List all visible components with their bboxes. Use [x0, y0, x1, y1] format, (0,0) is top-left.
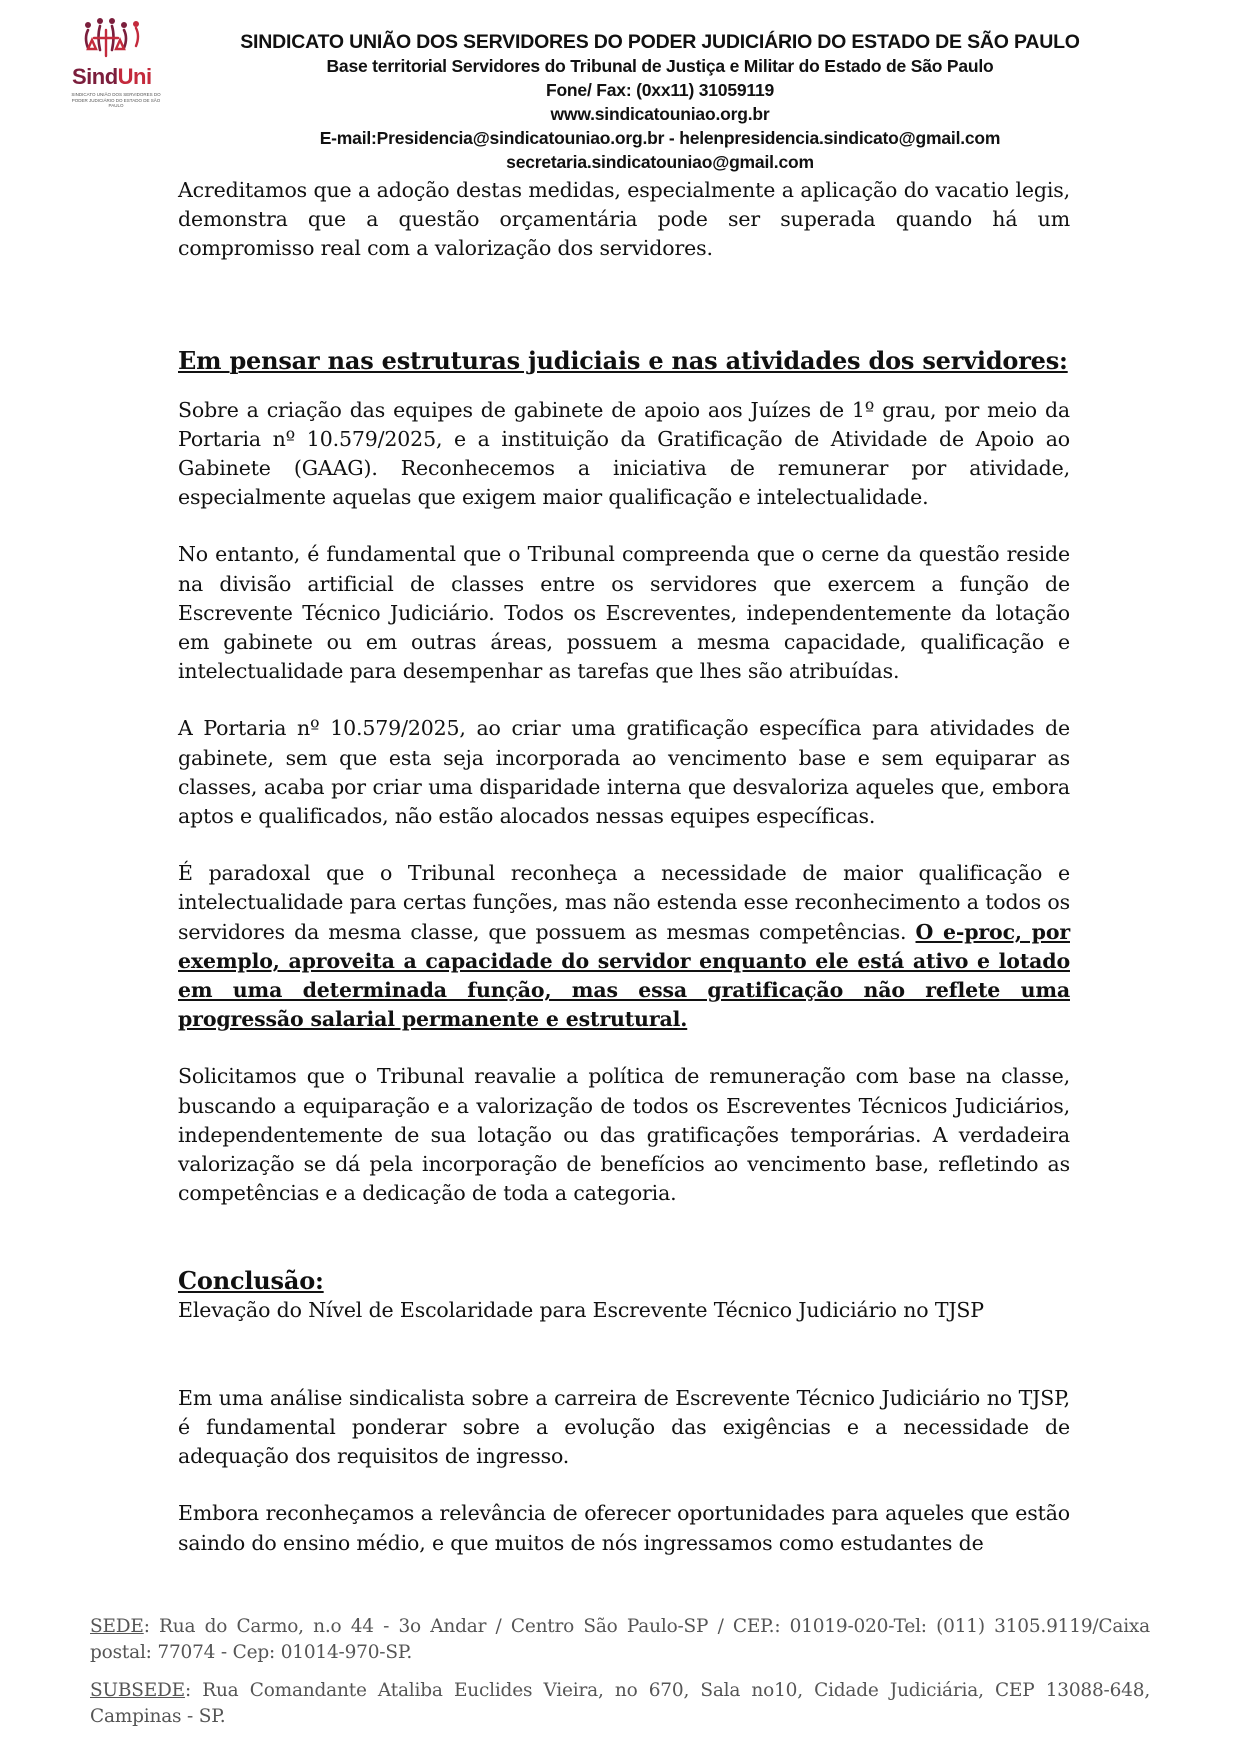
letterhead	[180, 30, 1140, 174]
conclusion-heading: Conclusão:	[178, 1266, 324, 1296]
letter-body	[178, 176, 1070, 1558]
logo-brand-sind: Sind	[72, 64, 118, 89]
logo-brand-uni: Uni	[117, 64, 152, 89]
subsede-address	[90, 1678, 1150, 1730]
phone-fax: Fone/ Fax: (0xx11) 31059119	[545, 80, 775, 100]
paragraph-1: Sobre a criação das equipes de gabinete de apoio aos Juízes de 1º grau, por meio da Portaria nº 10.579/2025, e a instituição da Gratificação de Atividade de Apoio ao Gabinete (GAAG). Reconhecemos a iniciativa de remunerar por atividade, especialmente aquelas que exigem maior qualificação e intelectualidade.	[178, 397, 1070, 510]
logo-brand	[72, 64, 152, 90]
website-link[interactable]: www.sindicatouniao.org.br	[550, 104, 770, 124]
sinduni-logo	[66, 16, 166, 111]
paragraph-3: A Portaria nº 10.579/2025, ao criar uma gratificação específica para atividades de gabinete, sem que esta seja incorporada ao vencimento base e sem equiparar as classes, acaba por criar uma disparidade interna que desvaloriza aqueles que, embora aptos e qualificados, não estão alocados nessas equipes específicas.	[178, 716, 1070, 829]
subsede-label: SUBSEDE	[90, 1680, 185, 1701]
paragraph-4	[178, 859, 1070, 1034]
union-name: SINDICATO UNIÃO DOS SERVIDORES DO PODER JUDICIÁRIO DO ESTADO DE SÃO PAULO	[240, 31, 1080, 53]
page-footer	[90, 1614, 1150, 1730]
paragraph-5: Solicitamos que o Tribunal reavalie a política de remuneração com base na classe, buscando a equiparação e a valorização de todos os Escreventes Técnicos Judiciários, independentemente de sua lotação ou das gratificações temporárias. A verdadeira valorização se dá pela incorporação de benefícios ao vencimento base, refletindo as competências e a dedicação de toda a categoria.	[178, 1064, 1070, 1206]
secretaria-email[interactable]: secretaria.sindicatouniao@gmail.com	[506, 152, 814, 172]
paragraph-4-text: É paradoxal que o Tribunal reconheça a necessidade de maior qualificação e intelectualidade para certas funções, mas não estenda esse reconhecimento a todos os servidores da mesma classe, que possuem as mesmas competências.	[178, 861, 1070, 944]
paragraph-2: No entanto, é fundamental que o Tribunal compreenda que o cerne da questão reside na divisão artificial de classes entre os servidores que exercem a função de Escrevente Técnico Judiciário. Todos os Escreventes, independentemente da lotação em gabinete ou em outras áreas, possuem a mesma capacidade, qualificação e intelectualidade para desempenhar as tarefas que lhes são atribuídas.	[178, 542, 1070, 684]
sede-text: : Rua do Carmo, n.o 44 - 3o Andar / Centro São Paulo-SP / CEP.: 01019-020-Tel: (011) 3105.9119/Caixa postal: 77074 - Cep: 01014-970-SP.	[90, 1616, 1150, 1663]
paragraph-4-emphasis: O e-proc, por exemplo, aproveita a capacidade do servidor enquanto ele está ativo e lotado em uma determinada função, mas essa gratificação não reflete uma progressão salarial permanente e estrutural.	[178, 919, 1070, 1032]
paragraph-6: Em uma análise sindicalista sobre a carreira de Escrevente Técnico Judiciário no TJSP, é fundamental ponderar sobre a evolução das exigências e a necessidade de adequação dos requisitos de ingresso.	[178, 1385, 1070, 1469]
people-scale-icon	[66, 16, 166, 66]
sede-label: SEDE	[90, 1616, 144, 1637]
section-heading: Em pensar nas estruturas judiciais e nas atividades dos servidores:	[178, 345, 1068, 375]
logo-tagline: SINDICATO UNIÃO DOS SERVIDORES DO PODER JUDICIÁRIO DO ESTADO DE SÃO PAULO	[71, 92, 161, 108]
email-links[interactable]: E-mail:Presidencia@sindicatouniao.org.br - helenpresidencia.sindicato@gmail.com	[319, 128, 1001, 148]
subsede-text: : Rua Comandante Ataliba Euclides Vieira, no 670, Sala no10, Cidade Judiciária, CEP 13088-648, Campinas - SP.	[90, 1680, 1150, 1727]
conclusion-subtitle: Elevação do Nível de Escolaridade para Escrevente Técnico Judiciário no TJSP	[178, 1298, 984, 1323]
intro-paragraph: Acreditamos que a adoção destas medidas, especialmente a aplicação do vacatio legis, demonstra que a questão orçamentária pode ser superada quando há um compromisso real com a valorização dos servidores.	[178, 178, 1070, 261]
sede-address	[90, 1614, 1150, 1666]
territorial-base: Base territorial Servidores do Tribunal de Justiça e Militar do Estado de São Paulo	[326, 56, 994, 76]
paragraph-7: Embora reconheçamos a relevância de oferecer oportunidades para aqueles que estão saindo do ensino médio, e que muitos de nós ingressamos como estudantes de	[178, 1501, 1070, 1555]
